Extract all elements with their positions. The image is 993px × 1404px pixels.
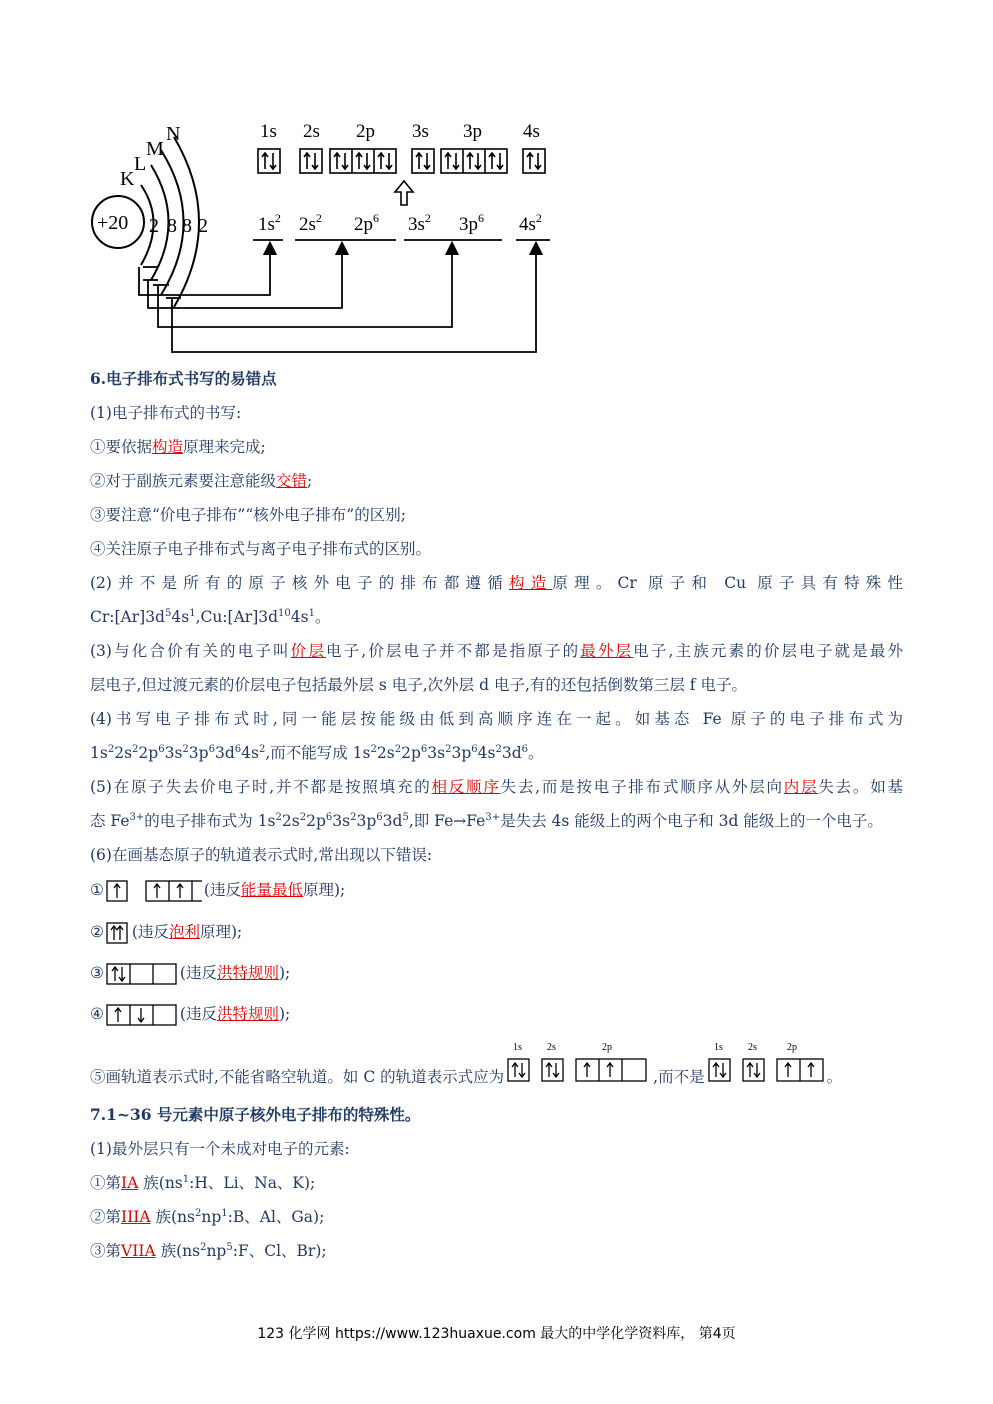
shell-label-n: N — [166, 123, 181, 145]
svg-text:2s: 2s — [547, 1042, 557, 1053]
answer-blank: 相反顺序 — [431, 778, 501, 796]
orbital-label-4s: 4s — [523, 121, 540, 142]
config-1s: $1s^2$ — [258, 211, 281, 235]
paragraph-18: ③第VIIA 族($ns^2np^5:F$、Cl、Br); — [90, 1242, 327, 1260]
paragraph-13: 态 $Fe^{3+}$的电子排布式为 $1s^22s^22p^63s^23p^63d^5$,即 $Fe\to Fe^{3+}$是失去 4s 能级上的两个电子和 3d 能级上的一个电子。 — [90, 812, 883, 830]
shell-label-m: M — [146, 138, 164, 160]
calcium-electron-configuration-diagram — [86, 115, 556, 360]
error-example-5: ⑤画轨道表示式时,不能省略空轨道。如 C 的轨道表示式应为 1s 2s 2p ,而不是 1s 2s 2p 。 — [90, 1042, 843, 1086]
error-example-2: ② (违反泡利原理); — [90, 922, 242, 944]
answer-blank: 内层 — [783, 778, 819, 796]
answer-blank: 交错 — [276, 472, 308, 490]
orbital-diagram-wrong-1 — [106, 880, 202, 902]
config-2p: $2p^6$ — [354, 211, 379, 235]
answer-blank: 构造 — [152, 438, 184, 456]
paragraph-9: 层电子,但过渡元素的价层电子包括最外层 s 电子,次外层 d 电子,有的还包括倒数第三层 f 电子。 — [90, 676, 747, 694]
orbital-label-2p: 2p — [356, 121, 375, 142]
paragraph-7: $Cr:[Ar]3d^54s^1,Cu:[Ar]3d^{10}4s^1$。 — [90, 608, 331, 626]
orbital-diagram-wrong-2 — [106, 922, 130, 944]
error-example-1: ① (违反能量最低原理); — [90, 880, 345, 902]
error-example-4: ④ (违反洪特规则); — [90, 1004, 290, 1026]
paragraph-16: ①第IA 族($ns^1:H$、Li、Na、K); — [90, 1174, 316, 1192]
config-2s: $2s^2$ — [299, 211, 322, 235]
paragraph-17: ②第IIIA 族($ns^2np^1:B$、Al、Ga); — [90, 1208, 325, 1226]
svg-text:1s: 1s — [713, 1042, 723, 1053]
orbital-diagram-wrong-3 — [106, 963, 178, 985]
orbital-diagram-carbon-correct — [506, 1040, 651, 1084]
svg-text:2s: 2s — [747, 1042, 757, 1053]
up-arrow-icon — [395, 181, 413, 205]
paragraph-10: (4)书写电子排布式时,同一能层按能级由低到高顺序连在一起。如基态 Fe 原子的电子排布式为 — [90, 710, 903, 728]
electron-arrows — [262, 153, 541, 169]
paragraph-11: $1s^22s^22p^63s^23p^63d^64s^2$,而不能写成 $1s^22s^22p^63s^23p^64s^23d^6$。 — [90, 744, 544, 762]
section-7-title: 7.1~36 号元素中原子核外电子排布的特殊性。 — [90, 1105, 421, 1124]
svg-text:2p: 2p — [602, 1042, 613, 1053]
page-footer: 123 化学网 https://www.123huaxue.com 最大的中学化学资料库， 第4页 — [257, 1326, 736, 1342]
answer-blank: IA — [121, 1174, 139, 1192]
answer-blank: 价层 — [290, 642, 326, 660]
answer-blank: 能量最低 — [240, 881, 303, 899]
paragraph-3: ②对于副族元素要注意能级交错; — [90, 472, 313, 490]
paragraph-5: ④关注原子电子排布式与离子电子排布式的区别。 — [90, 540, 432, 558]
answer-blank: IIIA — [121, 1208, 151, 1226]
answer-blank: VIIA — [121, 1242, 156, 1260]
shell-count-k: 2 — [149, 215, 159, 237]
nucleus-charge: +20 — [97, 212, 129, 234]
section-6-title: 6.电子排布式书写的易错点 — [90, 369, 277, 388]
svg-text:1s: 1s — [513, 1042, 523, 1053]
paragraph-1: (1)电子排布式的书写: — [90, 404, 242, 422]
config-3p: $3p^6$ — [459, 211, 484, 235]
answer-blank: 洪特规则 — [216, 964, 279, 982]
answer-blank: 构造 — [508, 574, 553, 592]
shell-count-m: 8 — [182, 215, 192, 237]
orbital-label-1s: 1s — [260, 121, 277, 142]
orbital-label-3s: 3s — [412, 121, 429, 142]
paragraph-6: (2)并不是所有的原子核外电子的排布都遵循构造原理。Cr 原子和 Cu 原子具有特殊性 — [90, 574, 903, 592]
paragraph-12: (5)在原子失去价电子时,并不都是按照填充的相反顺序失去,而是按电子排布式顺序从外层向内层失去。如基 — [90, 778, 903, 796]
paragraph-8: (3)与化合价有关的电子叫价层电子,价层电子并不都是指原子的最外层电子,主族元素的价层电子就是最外 — [90, 642, 903, 660]
paragraph-15: (1)最外层只有一个未成对电子的元素: — [90, 1140, 350, 1158]
shell-label-l: L — [134, 153, 147, 175]
svg-text:2p: 2p — [786, 1042, 797, 1053]
shell-count-n: 2 — [198, 215, 208, 237]
orbital-diagram-carbon-wrong — [707, 1040, 825, 1084]
error-example-3: ③ (违反洪特规则); — [90, 963, 290, 985]
orbital-label-2s: 2s — [303, 121, 320, 142]
config-4s: $4s^2$ — [519, 211, 542, 235]
paragraph-2: ①要依据构造原理来完成; — [90, 438, 266, 456]
orbital-label-3p: 3p — [463, 121, 482, 142]
shell-count-l: 8 — [167, 215, 177, 237]
shell-label-k: K — [120, 168, 135, 190]
answer-blank: 最外层 — [580, 642, 634, 660]
paragraph-4: ③要注意“价电子排布”“核外电子排布”的区别; — [90, 506, 406, 524]
orbital-boxes — [258, 149, 545, 173]
answer-blank: 泡利 — [168, 923, 200, 941]
orbital-diagram-wrong-4 — [106, 1004, 178, 1026]
answer-blank: 洪特规则 — [216, 1005, 279, 1023]
paragraph-14: (6)在画基态原子的轨道表示式时,常出现以下错误: — [90, 846, 433, 864]
config-3s: $3s^2$ — [408, 211, 431, 235]
